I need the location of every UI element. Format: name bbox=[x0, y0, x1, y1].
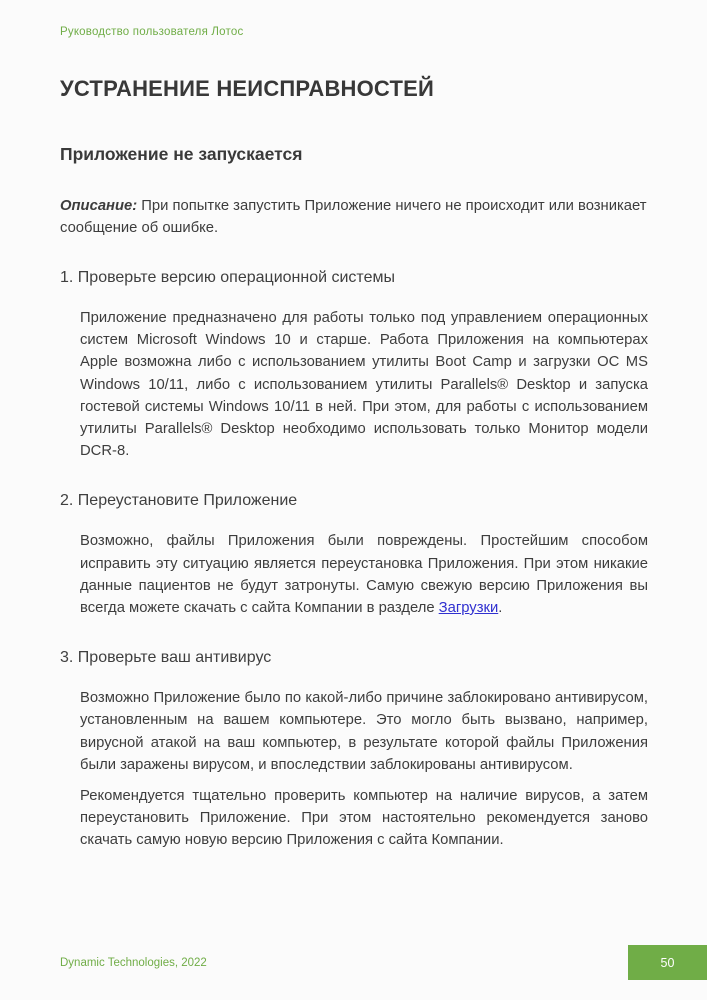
description-label: Описание: bbox=[60, 198, 138, 214]
page-number-badge bbox=[628, 945, 707, 980]
page-footer bbox=[0, 945, 707, 980]
step-1-paragraph: Приложение предназначено для работы только под управлением операционных систем Microsoft Windows 10 и старше. Работа Приложения на компьютерах Apple возможна либо с использованием утилиты Boot Camp и загрузки ОС MS Windows 10/11, либо с использованием утилиты Parallels® Desktop и запуска гостевой системы Windows 10/11 в ней. При этом, для работы с использованием утилиты Parallels® Desktop необходимо использовать только Монитор модели DCR-8. bbox=[80, 310, 648, 460]
step-2-heading: 2. Переустановите Приложение bbox=[60, 492, 298, 510]
page-number: 50 bbox=[660, 955, 675, 970]
page-title: УСТРАНЕНИЕ НЕИСПРАВНОСТЕЙ bbox=[60, 76, 434, 101]
step-3-paragraph-1: Возможно Приложение было по какой-либо причине заблокировано антивирусом, установленным на вашем компьютере. Это могло быть вызвано, например, вирусной атакой на ваш компьютер, в результате которой файлы Приложения были заражены вирусом, и впоследствии заблокированы антивирусом. bbox=[80, 690, 648, 773]
step-2-paragraph bbox=[80, 530, 648, 619]
step-3-heading: 3. Проверьте ваш антивирус bbox=[60, 649, 272, 667]
step-3-paragraph-2: Рекомендуется тщательно проверить компьютер на наличие вирусов, а затем переустановить Приложение. При этом настоятельно рекомендуется заново скачать самую новую версию Приложения с сайта Компании. bbox=[80, 788, 648, 849]
description-paragraph bbox=[60, 195, 648, 239]
footer-company: Dynamic Technologies, 2022 bbox=[60, 956, 207, 969]
downloads-link[interactable]: Загрузки bbox=[438, 600, 499, 617]
section-title: Приложение не запускается bbox=[60, 144, 303, 164]
step-1-heading: 1. Проверьте версию операционной системы bbox=[60, 269, 395, 286]
troubleshooting-step-1 bbox=[60, 269, 648, 462]
troubleshooting-step-2 bbox=[60, 492, 648, 619]
step-2-text-end: . bbox=[498, 600, 503, 617]
description-text: При попытке запустить Приложение ничего не происходит или возникает сообщение об ошибке. bbox=[60, 198, 647, 236]
step-2-text: Возможно, файлы Приложения были повреждены. Простейшим способом исправить эту ситуацию является переустановка Приложения. При этом никакие данные пациентов не будут затронуты. Самую свежую версию Приложения вы всегда можете скачать с сайта Компании в разделе bbox=[80, 533, 648, 617]
troubleshooting-step-3 bbox=[60, 649, 648, 851]
running-header: Руководство пользователя Лотос bbox=[60, 26, 244, 38]
